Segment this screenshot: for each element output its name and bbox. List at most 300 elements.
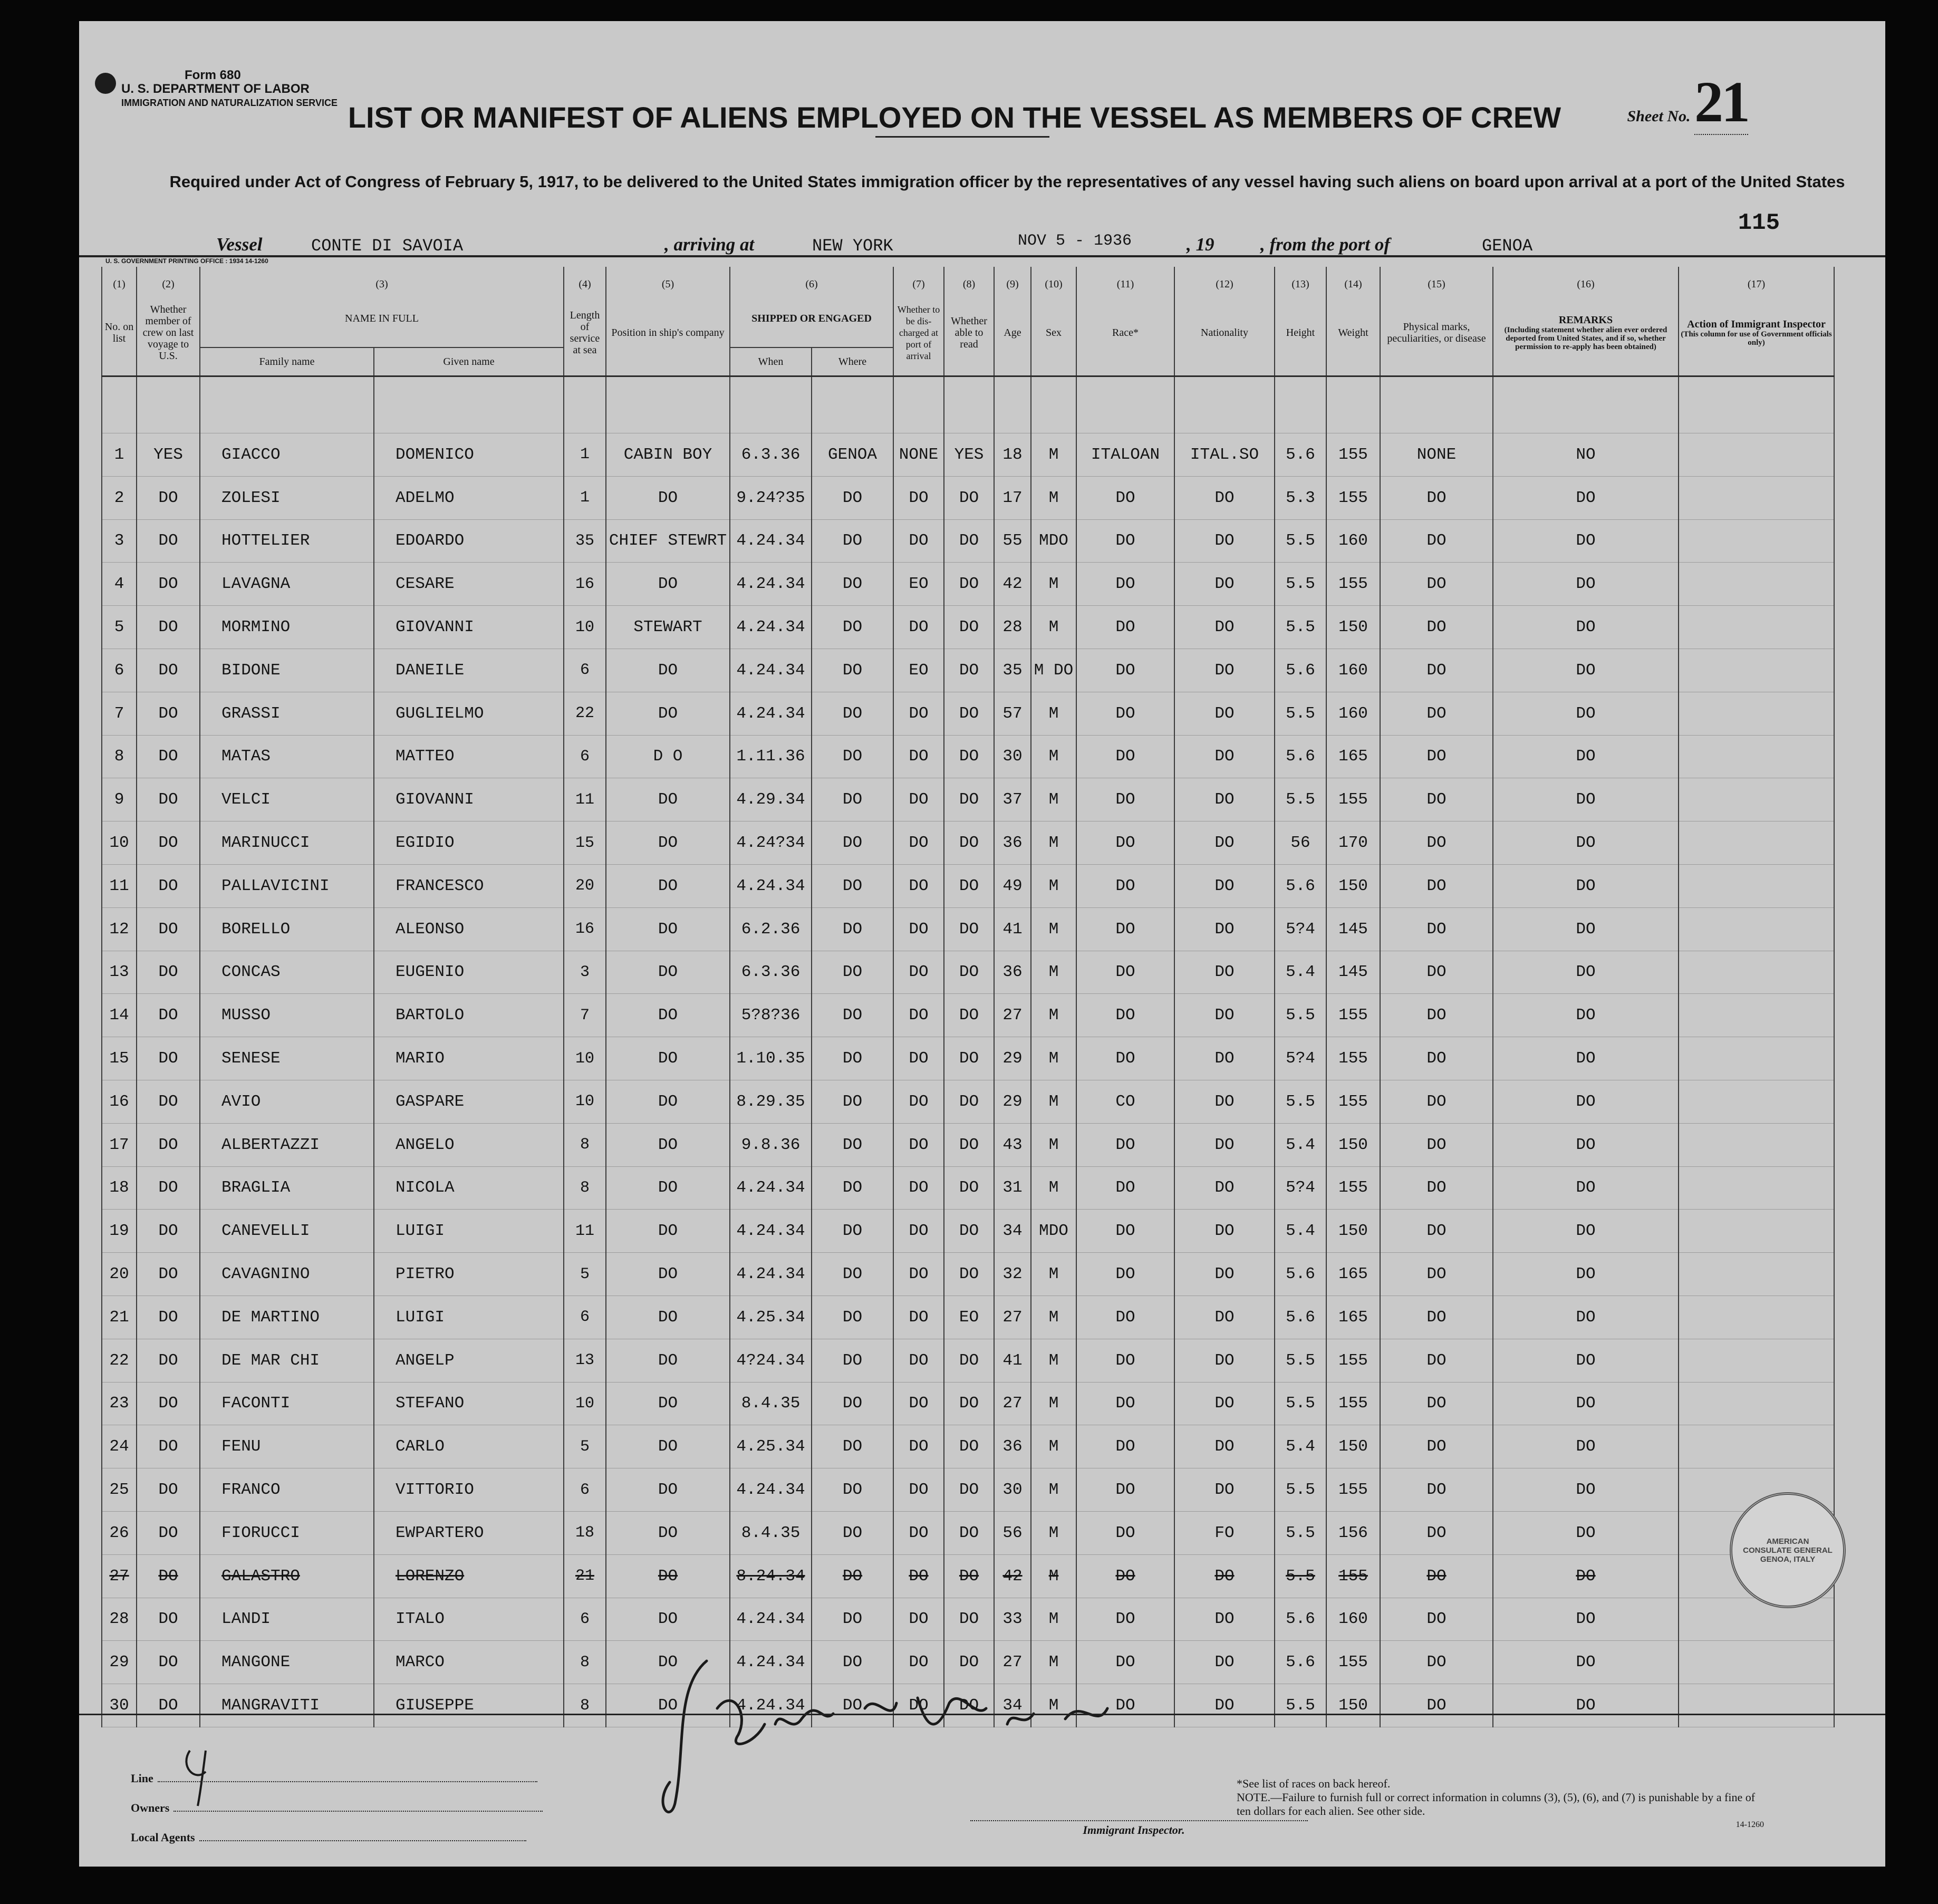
action-cell <box>1679 649 1834 692</box>
action-cell <box>1679 1684 1834 1727</box>
discharged-cell: DO <box>893 821 944 865</box>
physical-marks-cell: DO <box>1380 1598 1493 1641</box>
nationality-cell: DO <box>1174 778 1275 821</box>
consulate-stamp <box>1730 1492 1846 1608</box>
height-cell: 5?4 <box>1275 907 1326 951</box>
when-engaged-cell: 4.24.34 <box>730 519 812 563</box>
when-engaged-cell: 8.4.35 <box>730 1382 812 1425</box>
where-engaged-cell: DO <box>812 994 893 1037</box>
physical-marks-cell: DO <box>1380 1511 1493 1554</box>
weight-cell: 165 <box>1326 1253 1380 1296</box>
length-service-cell: 8 <box>564 1641 606 1684</box>
position-cell: DO <box>606 1166 730 1210</box>
col-num-12: (12) <box>1174 267 1275 290</box>
given-name-cell: LUIGI <box>374 1210 564 1253</box>
action-cell <box>1679 735 1834 778</box>
height-cell: 5.5 <box>1275 1684 1326 1727</box>
age-cell: 43 <box>994 1123 1031 1166</box>
family-name-cell: PALLAVICINI <box>200 864 374 907</box>
position-cell: DO <box>606 951 730 994</box>
given-name-cell: MATTEO <box>374 735 564 778</box>
where-engaged-cell: DO <box>812 692 893 735</box>
position-cell: DO <box>606 1123 730 1166</box>
position-cell: DO <box>606 1382 730 1425</box>
col-num-3: (3) <box>200 267 564 290</box>
member-prev-cell: DO <box>137 778 200 821</box>
table-row <box>102 1296 1834 1339</box>
race-cell: DO <box>1076 1511 1174 1554</box>
nationality-header: Nationality <box>1174 290 1275 376</box>
discharged-cell: DO <box>893 1554 944 1598</box>
nationality-cell: DO <box>1174 649 1275 692</box>
race-cell: DO <box>1076 1554 1174 1598</box>
weight-cell: 155 <box>1326 1339 1380 1382</box>
race-cell: DO <box>1076 907 1174 951</box>
able-read-cell: DO <box>944 735 994 778</box>
member-prev-cell: DO <box>137 476 200 519</box>
height-cell: 5.6 <box>1275 433 1326 477</box>
race-cell: DO <box>1076 1166 1174 1210</box>
table-row <box>102 994 1834 1037</box>
family-name-cell: VELCI <box>200 778 374 821</box>
when-engaged-cell: 4.24.34 <box>730 1468 812 1512</box>
when-engaged-cell: 6.3.36 <box>730 951 812 994</box>
physical-marks-cell: DO <box>1380 864 1493 907</box>
column-number-row <box>102 267 1834 290</box>
sex-cell: M <box>1031 692 1076 735</box>
height-cell: 5.6 <box>1275 864 1326 907</box>
nationality-cell: DO <box>1174 1641 1275 1684</box>
given-name-cell: ITALO <box>374 1598 564 1641</box>
weight-cell: 145 <box>1326 951 1380 994</box>
given-name-cell: LUIGI <box>374 1296 564 1339</box>
when-engaged-cell: 5?8?36 <box>730 994 812 1037</box>
action-cell <box>1679 476 1834 519</box>
col-num-8: (8) <box>944 267 994 290</box>
when-engaged-cell: 4.24.34 <box>730 649 812 692</box>
action-cell <box>1679 1253 1834 1296</box>
table-row <box>102 864 1834 907</box>
given-name-cell: CESARE <box>374 563 564 606</box>
action-cell <box>1679 692 1834 735</box>
remarks-cell: DO <box>1493 476 1679 519</box>
when-engaged-cell: 9.24?35 <box>730 476 812 519</box>
member-prev-cell: DO <box>137 1641 200 1684</box>
row-number-cell: 27 <box>102 1554 137 1598</box>
nationality-cell: ITAL.SO <box>1174 433 1275 477</box>
member-prev-cell: DO <box>137 735 200 778</box>
remarks-cell: DO <box>1493 1468 1679 1512</box>
weight-cell: 155 <box>1326 1166 1380 1210</box>
weight-cell: 150 <box>1326 864 1380 907</box>
age-cell: 18 <box>994 433 1031 477</box>
row-number-cell: 6 <box>102 649 137 692</box>
length-service-cell: 8 <box>564 1166 606 1210</box>
inspector-signature <box>643 1645 1171 1824</box>
race-note: *See list of races on back hereof. <box>1237 1777 1391 1790</box>
agents-label: Local Agents <box>131 1831 195 1844</box>
member-prev-cell: DO <box>137 563 200 606</box>
sheet-number: 21 <box>1694 70 1748 134</box>
able-read-cell: DO <box>944 519 994 563</box>
length-service-cell: 1 <box>564 476 606 519</box>
when-engaged-cell: 4.24.34 <box>730 563 812 606</box>
age-cell: 41 <box>994 1339 1031 1382</box>
discharged-cell: EO <box>893 649 944 692</box>
position-cell: DO <box>606 1511 730 1554</box>
position-cell: STEWART <box>606 606 730 649</box>
age-cell: 56 <box>994 1511 1031 1554</box>
physical-marks-cell: DO <box>1380 519 1493 563</box>
discharged-cell: DO <box>893 864 944 907</box>
physical-marks-cell: DO <box>1380 1080 1493 1123</box>
discharged-cell: DO <box>893 1511 944 1554</box>
discharged-cell: DO <box>893 1468 944 1512</box>
height-cell: 5.6 <box>1275 1641 1326 1684</box>
table-row <box>102 778 1834 821</box>
height-cell: 5.5 <box>1275 1080 1326 1123</box>
family-name-cell: MATAS <box>200 735 374 778</box>
given-name-cell: ANGELP <box>374 1339 564 1382</box>
weight-cell: 155 <box>1326 1554 1380 1598</box>
when-engaged-cell: 4.24?34 <box>730 821 812 865</box>
family-name-cell: FIORUCCI <box>200 1511 374 1554</box>
remarks-cell: DO <box>1493 1210 1679 1253</box>
where-engaged-cell: DO <box>812 1468 893 1512</box>
length-service-cell: 6 <box>564 1598 606 1641</box>
length-service-cell: 22 <box>564 692 606 735</box>
where-engaged-cell: DO <box>812 1554 893 1598</box>
length-service-cell: 7 <box>564 994 606 1037</box>
when-engaged-cell: 4.24.34 <box>730 1166 812 1210</box>
weight-cell: 155 <box>1326 994 1380 1037</box>
where-engaged-cell: DO <box>812 907 893 951</box>
row-number-cell: 19 <box>102 1210 137 1253</box>
length-service-cell: 18 <box>564 1511 606 1554</box>
remarks-cell: DO <box>1493 1037 1679 1080</box>
race-cell: DO <box>1076 1425 1174 1468</box>
vessel-row <box>79 216 1885 258</box>
col-num-17: (17) <box>1679 267 1834 290</box>
position-cell: DO <box>606 476 730 519</box>
physical-marks-cell: NONE <box>1380 433 1493 477</box>
height-cell: 5.5 <box>1275 563 1326 606</box>
family-name-cell: BIDONE <box>200 649 374 692</box>
age-cell: 37 <box>994 778 1031 821</box>
table-row <box>102 606 1834 649</box>
sex-cell: M <box>1031 1253 1076 1296</box>
age-header: Age <box>994 290 1031 376</box>
row-number-cell: 12 <box>102 907 137 951</box>
where-engaged-cell: DO <box>812 1425 893 1468</box>
row-number-cell: 2 <box>102 476 137 519</box>
table-row <box>102 692 1834 735</box>
weight-cell: 165 <box>1326 735 1380 778</box>
member-prev-cell: DO <box>137 1123 200 1166</box>
remarks-cell: DO <box>1493 1382 1679 1425</box>
col-num-2: (2) <box>137 267 200 290</box>
table-row <box>102 907 1834 951</box>
nationality-cell: DO <box>1174 692 1275 735</box>
able-read-cell: DO <box>944 1641 994 1684</box>
action-cell <box>1679 994 1834 1037</box>
remarks-title: REMARKS <box>1558 314 1613 326</box>
weight-cell: 155 <box>1326 1641 1380 1684</box>
family-name-cell: ZOLESI <box>200 476 374 519</box>
race-cell: CO <box>1076 1080 1174 1123</box>
col-num-11: (11) <box>1076 267 1174 290</box>
position-cell: DO <box>606 1253 730 1296</box>
weight-cell: 150 <box>1326 1684 1380 1727</box>
given-name-cell: EGIDIO <box>374 821 564 865</box>
race-cell: DO <box>1076 735 1174 778</box>
position-header: Position in ship's company <box>606 290 730 376</box>
physical-marks-cell: DO <box>1380 476 1493 519</box>
race-cell: DO <box>1076 519 1174 563</box>
height-cell: 5.5 <box>1275 1511 1326 1554</box>
member-prev-cell: DO <box>137 994 200 1037</box>
age-cell: 41 <box>994 907 1031 951</box>
position-cell: DO <box>606 1425 730 1468</box>
member-prev-cell: YES <box>137 433 200 477</box>
height-cell: 56 <box>1275 821 1326 865</box>
consulate-stamp-text: AMERICAN CONSULATE GENERAL GENOA, ITALY <box>1743 1536 1833 1564</box>
discharged-cell: DO <box>893 994 944 1037</box>
table-row <box>102 1382 1834 1425</box>
race-cell: DO <box>1076 951 1174 994</box>
position-cell: CABIN BOY <box>606 433 730 477</box>
sex-cell: MDO <box>1031 519 1076 563</box>
where-engaged-cell: DO <box>812 476 893 519</box>
row-number-cell: 8 <box>102 735 137 778</box>
table-row <box>102 433 1834 477</box>
title-divider <box>875 136 1049 138</box>
remarks-cell: DO <box>1493 563 1679 606</box>
table-row <box>102 1554 1834 1598</box>
where-engaged-cell: DO <box>812 951 893 994</box>
table-row <box>102 1166 1834 1210</box>
remarks-cell: DO <box>1493 1641 1679 1684</box>
position-cell: DO <box>606 994 730 1037</box>
member-prev-cell: DO <box>137 1339 200 1382</box>
sex-cell: M <box>1031 1296 1076 1339</box>
where-engaged-cell: DO <box>812 1210 893 1253</box>
sex-cell: M <box>1031 1080 1076 1123</box>
weight-cell: 160 <box>1326 692 1380 735</box>
given-name-cell: NICOLA <box>374 1166 564 1210</box>
discharged-cell: DO <box>893 1253 944 1296</box>
col-num-4: (4) <box>564 267 606 290</box>
height-cell: 5.5 <box>1275 1554 1326 1598</box>
age-cell: 27 <box>994 994 1031 1037</box>
weight-cell: 170 <box>1326 821 1380 865</box>
race-cell: DO <box>1076 994 1174 1037</box>
nationality-cell: DO <box>1174 1425 1275 1468</box>
nationality-cell: DO <box>1174 994 1275 1037</box>
table-row <box>102 1080 1834 1123</box>
nationality-cell: FO <box>1174 1511 1275 1554</box>
race-cell: DO <box>1076 1296 1174 1339</box>
physical-marks-cell: DO <box>1380 951 1493 994</box>
race-cell: DO <box>1076 692 1174 735</box>
able-read-cell: DO <box>944 1468 994 1512</box>
remarks-cell: DO <box>1493 1684 1679 1727</box>
table-row <box>102 563 1834 606</box>
age-cell: 32 <box>994 1253 1031 1296</box>
sex-cell: M <box>1031 1166 1076 1210</box>
position-cell: CHIEF STEWRT <box>606 519 730 563</box>
when-engaged-cell: 9.8.36 <box>730 1123 812 1166</box>
row-number-cell: 16 <box>102 1080 137 1123</box>
age-cell: 27 <box>994 1296 1031 1339</box>
when-engaged-cell: 4.24.34 <box>730 1641 812 1684</box>
row-number-cell: 15 <box>102 1037 137 1080</box>
race-header: Race* <box>1076 290 1174 376</box>
height-cell: 5.6 <box>1275 1253 1326 1296</box>
given-name-cell: PIETRO <box>374 1253 564 1296</box>
position-cell: DO <box>606 1598 730 1641</box>
height-cell: 5.5 <box>1275 1382 1326 1425</box>
length-service-cell: 8 <box>564 1684 606 1727</box>
when-engaged-cell: 4.25.34 <box>730 1296 812 1339</box>
vessel-label: Vessel <box>216 234 263 255</box>
agents-field <box>131 1831 526 1844</box>
weight-cell: 160 <box>1326 519 1380 563</box>
manifest-page <box>79 21 1885 1867</box>
action-cell <box>1679 1080 1834 1123</box>
weight-header: Weight <box>1326 290 1380 376</box>
action-note: (This column for use of Government officials only) <box>1681 330 1832 347</box>
col-num-10: (10) <box>1031 267 1076 290</box>
crew-table-body <box>102 376 1834 1727</box>
family-name-cell: GIACCO <box>200 433 374 477</box>
position-cell: DO <box>606 907 730 951</box>
row-number-cell: 7 <box>102 692 137 735</box>
footer-divider <box>79 1714 1885 1715</box>
physical-marks-cell: DO <box>1380 907 1493 951</box>
row-number-cell: 4 <box>102 563 137 606</box>
remarks-cell: DO <box>1493 1296 1679 1339</box>
able-read-cell: DO <box>944 692 994 735</box>
nationality-cell: DO <box>1174 864 1275 907</box>
row-number-cell: 23 <box>102 1382 137 1425</box>
when-engaged-cell: 4.24.34 <box>730 1684 812 1727</box>
length-service-cell: 10 <box>564 1080 606 1123</box>
height-cell: 5.5 <box>1275 1339 1326 1382</box>
nationality-cell: DO <box>1174 519 1275 563</box>
when-engaged-cell: 4.24.34 <box>730 1598 812 1641</box>
family-name-cell: DE MARTINO <box>200 1296 374 1339</box>
action-cell <box>1679 1598 1834 1641</box>
footer-note <box>1237 1777 1764 1832</box>
where-engaged-cell: GENOA <box>812 433 893 477</box>
physical-marks-cell: DO <box>1380 1468 1493 1512</box>
family-name-cell: ALBERTAZZI <box>200 1123 374 1166</box>
table-row <box>102 1123 1834 1166</box>
height-cell: 5.5 <box>1275 692 1326 735</box>
able-read-cell: DO <box>944 1425 994 1468</box>
age-cell: 33 <box>994 1598 1031 1641</box>
height-cell: 5?4 <box>1275 1166 1326 1210</box>
sex-cell: M <box>1031 994 1076 1037</box>
member-prev-header: Whether member of crew on last voyage to U.S. <box>137 290 200 376</box>
given-name-cell: GIOVANNI <box>374 778 564 821</box>
position-cell: DO <box>606 1339 730 1382</box>
table-row <box>102 1339 1834 1382</box>
where-engaged-cell: DO <box>812 519 893 563</box>
row-number-cell: 5 <box>102 606 137 649</box>
nationality-cell: DO <box>1174 606 1275 649</box>
fine-note: NOTE.—Failure to furnish full or correct information in columns (3), (5), (6), and (7) is punishable by a fine of ten dollars for each alien. See other side. <box>1237 1791 1756 1818</box>
weight-cell: 155 <box>1326 563 1380 606</box>
physical-marks-cell: DO <box>1380 563 1493 606</box>
remarks-cell: DO <box>1493 606 1679 649</box>
able-read-header: Whether able to read <box>944 290 994 376</box>
weight-cell: 155 <box>1326 1080 1380 1123</box>
physical-marks-cell: DO <box>1380 1123 1493 1166</box>
family-name-cell: MANGRAVITI <box>200 1684 374 1727</box>
action-cell <box>1679 951 1834 994</box>
physical-marks-cell: DO <box>1380 606 1493 649</box>
nationality-cell: DO <box>1174 1210 1275 1253</box>
member-prev-cell: DO <box>137 1511 200 1554</box>
physical-marks-cell: DO <box>1380 1339 1493 1382</box>
given-name-cell: ADELMO <box>374 476 564 519</box>
physical-marks-cell: DO <box>1380 1253 1493 1296</box>
position-cell: DO <box>606 1210 730 1253</box>
when-engaged-cell: 1.11.36 <box>730 735 812 778</box>
family-name-cell: FRANCO <box>200 1468 374 1512</box>
from-label: , from the port of <box>1260 234 1390 255</box>
discharged-cell: DO <box>893 1080 944 1123</box>
given-name-cell: LORENZO <box>374 1554 564 1598</box>
where-engaged-cell: DO <box>812 1296 893 1339</box>
age-cell: 29 <box>994 1080 1031 1123</box>
height-cell: 5.5 <box>1275 778 1326 821</box>
sex-cell: M <box>1031 1425 1076 1468</box>
table-row <box>102 1511 1834 1554</box>
header-divider <box>79 255 1885 257</box>
remarks-cell: DO <box>1493 1166 1679 1210</box>
remarks-cell: DO <box>1493 1511 1679 1554</box>
family-name-cell: CONCAS <box>200 951 374 994</box>
row-number-cell: 20 <box>102 1253 137 1296</box>
col-num-9: (9) <box>994 267 1031 290</box>
age-cell: 36 <box>994 1425 1031 1468</box>
member-prev-cell: DO <box>137 951 200 994</box>
weight-cell: 150 <box>1326 606 1380 649</box>
remarks-cell: DO <box>1493 1080 1679 1123</box>
table-row <box>102 1253 1834 1296</box>
family-name-cell: HOTTELIER <box>200 519 374 563</box>
age-cell: 55 <box>994 519 1031 563</box>
remarks-cell: DO <box>1493 907 1679 951</box>
physical-marks-cell: DO <box>1380 994 1493 1037</box>
given-name-header: Given name <box>374 347 564 376</box>
member-prev-cell: DO <box>137 1080 200 1123</box>
member-prev-cell: DO <box>137 692 200 735</box>
length-service-cell: 8 <box>564 1123 606 1166</box>
when-header: When <box>730 347 812 376</box>
col-num-6: (6) <box>730 267 893 290</box>
row-number-cell: 11 <box>102 864 137 907</box>
race-cell: ITALOAN <box>1076 433 1174 477</box>
sex-cell: M <box>1031 606 1076 649</box>
table-row <box>102 821 1834 865</box>
race-cell: DO <box>1076 1037 1174 1080</box>
weight-cell: 160 <box>1326 1598 1380 1641</box>
sex-cell: M <box>1031 1382 1076 1425</box>
